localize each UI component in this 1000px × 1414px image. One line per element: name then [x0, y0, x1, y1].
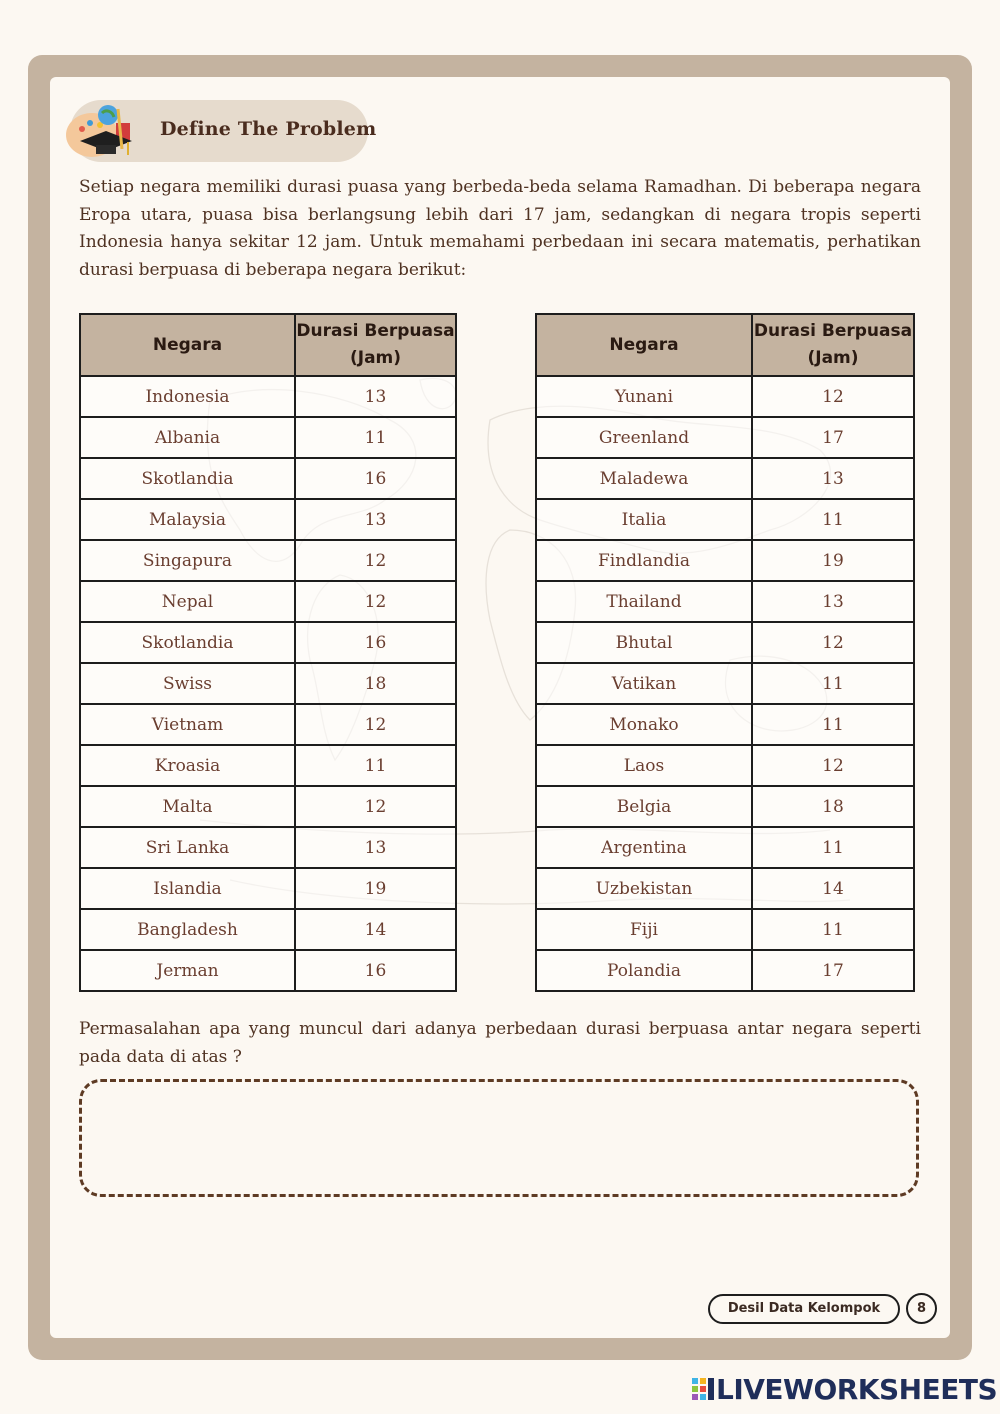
country-cell: Bangladesh: [80, 909, 295, 950]
table-row: [80, 540, 456, 581]
duration-cell: 13: [295, 499, 456, 540]
duration-cell: 12: [752, 745, 914, 786]
country-cell: Uzbekistan: [536, 868, 752, 909]
table-header-row: [80, 314, 456, 376]
country-cell: Argentina: [536, 827, 752, 868]
table-row: [536, 909, 914, 950]
table-row: [536, 663, 914, 704]
column-header-country: Negara: [80, 314, 295, 376]
table-row: [80, 581, 456, 622]
country-cell: Kroasia: [80, 745, 295, 786]
duration-cell: 13: [295, 827, 456, 868]
country-cell: Malaysia: [80, 499, 295, 540]
country-cell: Sri Lanka: [80, 827, 295, 868]
table-row: [536, 458, 914, 499]
table-row: [80, 827, 456, 868]
country-cell: Maladewa: [536, 458, 752, 499]
table-row: [80, 458, 456, 499]
country-cell: Polandia: [536, 950, 752, 991]
duration-cell: 17: [752, 417, 914, 458]
table-row: [80, 376, 456, 417]
table-row: [80, 868, 456, 909]
table-row: [80, 909, 456, 950]
duration-cell: 13: [752, 458, 914, 499]
answer-box[interactable]: [79, 1079, 919, 1197]
column-header-duration-line1: Durasi Berpuasa: [753, 321, 913, 341]
duration-cell: 11: [752, 827, 914, 868]
table-row: [80, 950, 456, 991]
country-cell: Yunani: [536, 376, 752, 417]
country-cell: Islandia: [80, 868, 295, 909]
table-row: [80, 704, 456, 745]
duration-cell: 13: [295, 376, 456, 417]
duration-cell: 12: [295, 704, 456, 745]
country-cell: Greenland: [536, 417, 752, 458]
page-number: 8: [906, 1293, 937, 1324]
duration-cell: 18: [295, 663, 456, 704]
country-cell: Jerman: [80, 950, 295, 991]
column-header-country: Negara: [536, 314, 752, 376]
table-row: [80, 745, 456, 786]
duration-cell: 12: [295, 540, 456, 581]
column-header-duration-line2: (Jam): [349, 348, 402, 368]
duration-cell: 12: [295, 786, 456, 827]
table-row: [80, 786, 456, 827]
table-row: [536, 376, 914, 417]
country-cell: Italia: [536, 499, 752, 540]
country-cell: Malta: [80, 786, 295, 827]
duration-cell: 12: [752, 376, 914, 417]
country-cell: Skotlandia: [80, 622, 295, 663]
duration-cell: 16: [295, 458, 456, 499]
table-row: [536, 786, 914, 827]
footer-topic-label: Desil Data Kelompok: [708, 1294, 900, 1324]
country-cell: Thailand: [536, 581, 752, 622]
country-cell: Singapura: [80, 540, 295, 581]
table-row: [536, 827, 914, 868]
duration-cell: 16: [295, 950, 456, 991]
country-cell: Findlandia: [536, 540, 752, 581]
country-cell: Swiss: [80, 663, 295, 704]
education-icon: [62, 93, 152, 169]
table-row: [536, 704, 914, 745]
country-cell: Albania: [80, 417, 295, 458]
table-row: [536, 868, 914, 909]
table-row: [80, 663, 456, 704]
intro-paragraph: Setiap negara memiliki durasi puasa yang berbeda-beda selama Ramadhan. Di beberapa negara Eropa utara, puasa bisa berlangsung lebih dari 17 jam, sedangkan di negara tropis seperti Indonesia hanya sekitar 12 jam. Untuk memahami perbedaan ini secara matematis, perhatikan durasi berpuasa di beberapa negara berikut:: [79, 177, 921, 280]
table-row: [536, 417, 914, 458]
duration-cell: 11: [752, 704, 914, 745]
country-cell: Monako: [536, 704, 752, 745]
country-cell: Vietnam: [80, 704, 295, 745]
table-row: [536, 622, 914, 663]
question-text: Permasalahan apa yang muncul dari adanya perbedaan durasi berpuasa antar negara seperti pada data di atas ?: [79, 1019, 921, 1067]
duration-cell: 14: [752, 868, 914, 909]
column-header-duration: [752, 314, 914, 376]
duration-cell: 19: [295, 868, 456, 909]
duration-cell: 18: [752, 786, 914, 827]
column-header-duration-line1: Durasi Berpuasa: [296, 321, 455, 341]
country-cell: Fiji: [536, 909, 752, 950]
country-cell: Belgia: [536, 786, 752, 827]
column-header-duration-line2: (Jam): [807, 348, 859, 368]
fasting-table-left: [79, 313, 457, 992]
table-row: [536, 950, 914, 991]
section-title: Define The Problem: [160, 118, 377, 140]
country-cell: Vatikan: [536, 663, 752, 704]
table-row: [80, 417, 456, 458]
duration-cell: 12: [752, 622, 914, 663]
fasting-table-right: [535, 313, 915, 992]
duration-cell: 17: [752, 950, 914, 991]
liveworksheets-wordmark: LIVEWORKSHEETS: [716, 1372, 998, 1406]
table-row: [80, 622, 456, 663]
duration-cell: 14: [295, 909, 456, 950]
table-row: [536, 581, 914, 622]
country-cell: Skotlandia: [80, 458, 295, 499]
country-cell: Nepal: [80, 581, 295, 622]
duration-cell: 19: [752, 540, 914, 581]
duration-cell: 13: [752, 581, 914, 622]
table-row: [80, 499, 456, 540]
table-row: [536, 745, 914, 786]
country-cell: Laos: [536, 745, 752, 786]
duration-cell: 12: [295, 581, 456, 622]
liveworksheets-icon: [692, 1378, 714, 1400]
liveworksheets-logo[interactable]: [692, 1372, 997, 1406]
table-row: [536, 540, 914, 581]
duration-cell: 11: [295, 417, 456, 458]
duration-cell: 11: [752, 909, 914, 950]
duration-cell: 11: [752, 499, 914, 540]
country-cell: Bhutal: [536, 622, 752, 663]
duration-cell: 11: [752, 663, 914, 704]
duration-cell: 11: [295, 745, 456, 786]
duration-cell: 16: [295, 622, 456, 663]
table-header-row: [536, 314, 914, 376]
country-cell: Indonesia: [80, 376, 295, 417]
column-header-duration: [295, 314, 456, 376]
table-row: [536, 499, 914, 540]
